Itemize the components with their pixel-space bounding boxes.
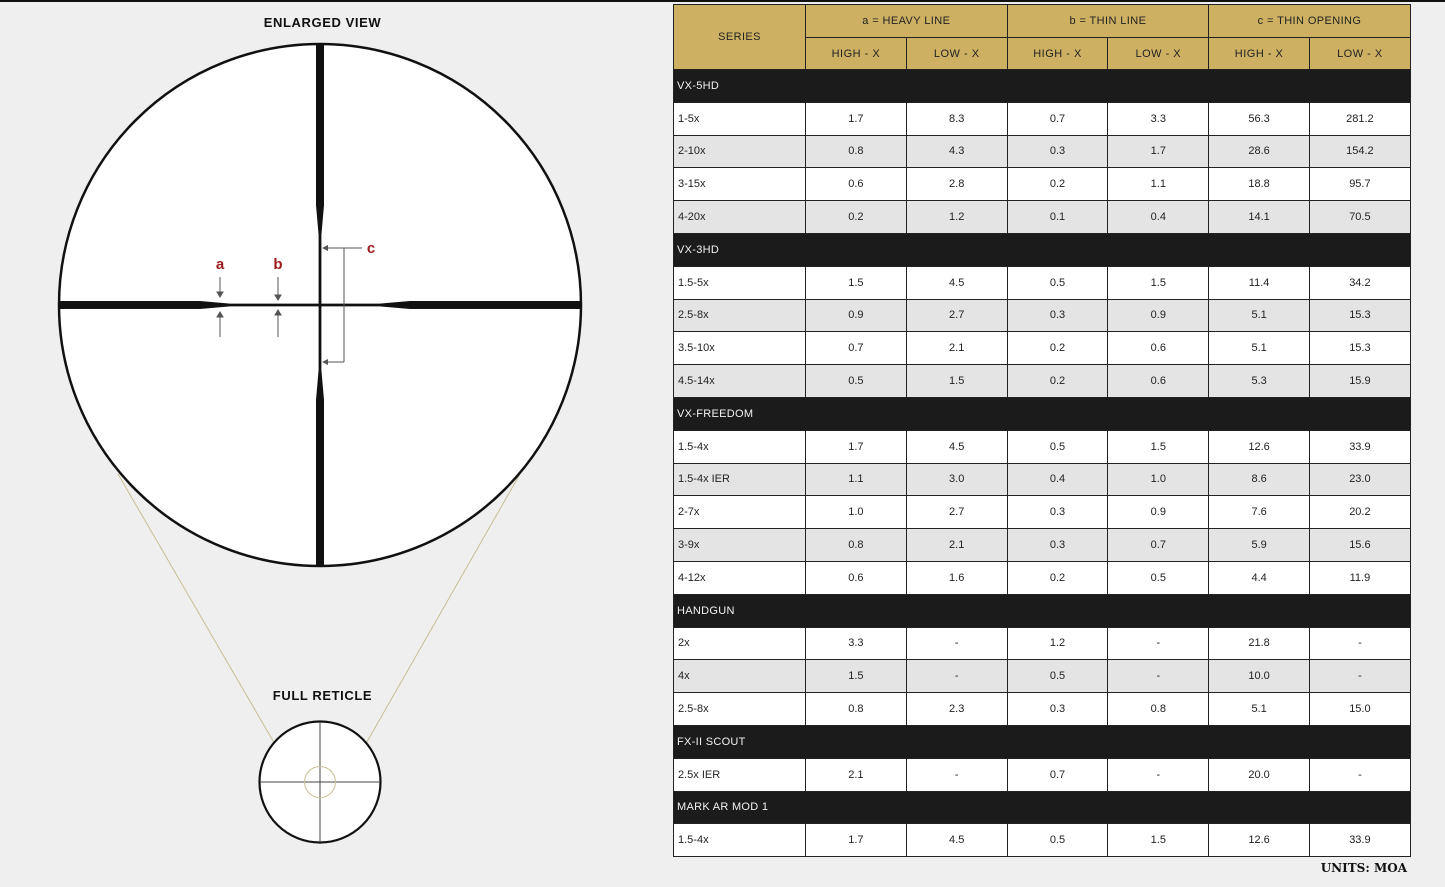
scope-model-cell: 3-9x (674, 529, 806, 562)
scope-model-cell: 1.5-5x (674, 266, 806, 299)
table-row (674, 201, 1411, 234)
value-cell: 20.2 (1310, 496, 1411, 529)
value-cell: 0.8 (806, 529, 907, 562)
subheader-cell: HIGH - X (1007, 38, 1108, 70)
scope-model-cell: 4-12x (674, 561, 806, 594)
table-row (674, 299, 1411, 332)
value-cell: 5.1 (1209, 299, 1310, 332)
scope-model-cell: 2-7x (674, 496, 806, 529)
series-header: SERIES (674, 5, 806, 70)
value-cell: 7.6 (1209, 496, 1310, 529)
value-cell: 1.2 (906, 201, 1007, 234)
value-cell: 5.1 (1209, 332, 1310, 365)
scope-model-cell: 4.5-14x (674, 365, 806, 398)
value-cell: 3.3 (1108, 102, 1209, 135)
value-cell: 15.6 (1310, 529, 1411, 562)
section-title: MARK AR MOD 1 (674, 791, 1411, 824)
value-cell: - (1310, 660, 1411, 693)
value-cell: 34.2 (1310, 266, 1411, 299)
value-cell: 0.2 (1007, 365, 1108, 398)
value-cell: 0.3 (1007, 693, 1108, 726)
table-row (674, 627, 1411, 660)
value-cell: 10.0 (1209, 660, 1310, 693)
value-cell: 0.7 (1007, 758, 1108, 791)
value-cell: 11.4 (1209, 266, 1310, 299)
table-row (674, 430, 1411, 463)
value-cell: 2.3 (906, 693, 1007, 726)
value-cell: 5.3 (1209, 365, 1310, 398)
value-cell: 4.5 (906, 430, 1007, 463)
value-cell: 0.2 (806, 201, 907, 234)
table-row (674, 496, 1411, 529)
section-title: VX-5HD (674, 70, 1411, 103)
scope-model-cell: 2-10x (674, 135, 806, 168)
value-cell: 1.7 (1108, 135, 1209, 168)
value-cell: 0.5 (1007, 660, 1108, 693)
value-cell: 1.1 (1108, 168, 1209, 201)
value-cell: 4.4 (1209, 561, 1310, 594)
value-cell: 1.0 (806, 496, 907, 529)
scope-model-cell: 3.5-10x (674, 332, 806, 365)
value-cell: 2.1 (806, 758, 907, 791)
value-cell: 15.3 (1310, 332, 1411, 365)
value-cell: 2.8 (906, 168, 1007, 201)
value-cell: - (1310, 758, 1411, 791)
reticle-illustration (0, 0, 650, 887)
value-cell: 1.5 (806, 660, 907, 693)
section-row (674, 397, 1411, 430)
value-cell: 1.7 (806, 824, 907, 857)
value-cell: 4.3 (906, 135, 1007, 168)
value-cell: 281.2 (1310, 102, 1411, 135)
value-cell: 0.9 (1108, 496, 1209, 529)
value-cell: - (906, 627, 1007, 660)
value-cell: 0.3 (1007, 529, 1108, 562)
value-cell: 0.6 (1108, 332, 1209, 365)
value-cell: 2.7 (906, 496, 1007, 529)
value-cell: 3.3 (806, 627, 907, 660)
scope-model-cell: 1.5-4x (674, 430, 806, 463)
value-cell: 15.3 (1310, 299, 1411, 332)
section-title: VX-3HD (674, 233, 1411, 266)
group-header-thin-opening: c = THIN OPENING (1209, 5, 1411, 38)
section-title: FX-II SCOUT (674, 725, 1411, 758)
value-cell: 1.0 (1108, 463, 1209, 496)
table-row (674, 365, 1411, 398)
value-cell: 0.8 (806, 693, 907, 726)
reticle-spec-table (673, 4, 1411, 857)
scope-model-cell: 3-15x (674, 168, 806, 201)
value-cell: 5.9 (1209, 529, 1310, 562)
subheader-cell: HIGH - X (806, 38, 907, 70)
table-row (674, 693, 1411, 726)
value-cell: 0.5 (806, 365, 907, 398)
value-cell: 0.3 (1007, 135, 1108, 168)
scope-model-cell: 1.5-4x (674, 824, 806, 857)
value-cell: 14.1 (1209, 201, 1310, 234)
value-cell: 0.6 (806, 168, 907, 201)
scope-model-cell: 2.5-8x (674, 299, 806, 332)
value-cell: 0.5 (1007, 824, 1108, 857)
value-cell: 0.5 (1108, 561, 1209, 594)
value-cell: 2.1 (906, 529, 1007, 562)
value-cell: 12.6 (1209, 430, 1310, 463)
value-cell: 18.8 (1209, 168, 1310, 201)
scope-model-cell: 4x (674, 660, 806, 693)
value-cell: 4.5 (906, 824, 1007, 857)
value-cell: 1.6 (906, 561, 1007, 594)
table-row (674, 266, 1411, 299)
section-row (674, 594, 1411, 627)
value-cell: 1.5 (806, 266, 907, 299)
value-cell: 0.4 (1108, 201, 1209, 234)
table-row (674, 102, 1411, 135)
section-title: HANDGUN (674, 594, 1411, 627)
units-note: UNITS: MOA (1320, 861, 1407, 875)
value-cell: 0.8 (1108, 693, 1209, 726)
value-cell: 0.3 (1007, 299, 1108, 332)
value-cell: - (1108, 660, 1209, 693)
value-cell: 20.0 (1209, 758, 1310, 791)
marker-c-label: c (366, 240, 376, 257)
value-cell: 1.1 (806, 463, 907, 496)
value-cell: 1.5 (1108, 430, 1209, 463)
full-reticle-title: FULL RETICLE (272, 688, 373, 703)
value-cell: 0.8 (806, 135, 907, 168)
table-row (674, 168, 1411, 201)
scope-model-cell: 2x (674, 627, 806, 660)
value-cell: 2.7 (906, 299, 1007, 332)
value-cell: - (906, 660, 1007, 693)
marker-b-label: b (273, 256, 283, 273)
table-row (674, 529, 1411, 562)
value-cell: 11.9 (1310, 561, 1411, 594)
value-cell: 33.9 (1310, 430, 1411, 463)
value-cell: - (1108, 627, 1209, 660)
section-row (674, 791, 1411, 824)
marker-a-label: a (215, 256, 225, 273)
value-cell: 0.2 (1007, 561, 1108, 594)
value-cell: 1.5 (1108, 824, 1209, 857)
table-row (674, 332, 1411, 365)
scope-model-cell: 2.5x IER (674, 758, 806, 791)
value-cell: 28.6 (1209, 135, 1310, 168)
value-cell: 23.0 (1310, 463, 1411, 496)
value-cell: 0.1 (1007, 201, 1108, 234)
value-cell: 0.6 (1108, 365, 1209, 398)
subheader-cell: LOW - X (1310, 38, 1411, 70)
value-cell: 21.8 (1209, 627, 1310, 660)
value-cell: 3.0 (906, 463, 1007, 496)
value-cell: 1.7 (806, 430, 907, 463)
value-cell: 56.3 (1209, 102, 1310, 135)
value-cell: 154.2 (1310, 135, 1411, 168)
subheader-cell: LOW - X (1108, 38, 1209, 70)
value-cell: 0.7 (1108, 529, 1209, 562)
group-header-thin-line: b = THIN LINE (1007, 5, 1209, 38)
value-cell: 33.9 (1310, 824, 1411, 857)
value-cell: 0.4 (1007, 463, 1108, 496)
subheader-cell: HIGH - X (1209, 38, 1310, 70)
table-row (674, 824, 1411, 857)
value-cell: 0.7 (806, 332, 907, 365)
value-cell: 8.6 (1209, 463, 1310, 496)
section-row (674, 725, 1411, 758)
value-cell: 2.1 (906, 332, 1007, 365)
section-row (674, 233, 1411, 266)
value-cell: 12.6 (1209, 824, 1310, 857)
value-cell: 0.7 (1007, 102, 1108, 135)
table-row (674, 561, 1411, 594)
enlarged-view-title: ENLARGED VIEW (263, 15, 382, 30)
scope-model-cell: 1.5-4x IER (674, 463, 806, 496)
value-cell: 70.5 (1310, 201, 1411, 234)
value-cell: 1.7 (806, 102, 907, 135)
value-cell: - (906, 758, 1007, 791)
section-row (674, 70, 1411, 103)
scope-model-cell: 2.5-8x (674, 693, 806, 726)
table-row (674, 758, 1411, 791)
reticle-spec-table-container (673, 4, 1410, 857)
value-cell: 1.5 (1108, 266, 1209, 299)
value-cell: 0.5 (1007, 266, 1108, 299)
value-cell: 0.6 (806, 561, 907, 594)
table-row (674, 463, 1411, 496)
value-cell: 15.9 (1310, 365, 1411, 398)
value-cell: 95.7 (1310, 168, 1411, 201)
value-cell: 8.3 (906, 102, 1007, 135)
table-row (674, 660, 1411, 693)
scope-model-cell: 4-20x (674, 201, 806, 234)
table-header-row (674, 5, 1411, 38)
scope-model-cell: 1-5x (674, 102, 806, 135)
value-cell: 0.2 (1007, 168, 1108, 201)
value-cell: 0.2 (1007, 332, 1108, 365)
value-cell: 0.3 (1007, 496, 1108, 529)
group-header-heavy-line: a = HEAVY LINE (806, 5, 1008, 38)
value-cell: 5.1 (1209, 693, 1310, 726)
value-cell: 0.9 (1108, 299, 1209, 332)
value-cell: 0.5 (1007, 430, 1108, 463)
value-cell: 15.0 (1310, 693, 1411, 726)
section-title: VX-FREEDOM (674, 397, 1411, 430)
value-cell: 1.2 (1007, 627, 1108, 660)
value-cell: 4.5 (906, 266, 1007, 299)
value-cell: - (1310, 627, 1411, 660)
value-cell: 0.9 (806, 299, 907, 332)
subheader-cell: LOW - X (906, 38, 1007, 70)
value-cell: 1.5 (906, 365, 1007, 398)
table-row (674, 135, 1411, 168)
table-body (674, 70, 1411, 857)
value-cell: - (1108, 758, 1209, 791)
reticle-diagram-panel (0, 0, 650, 887)
